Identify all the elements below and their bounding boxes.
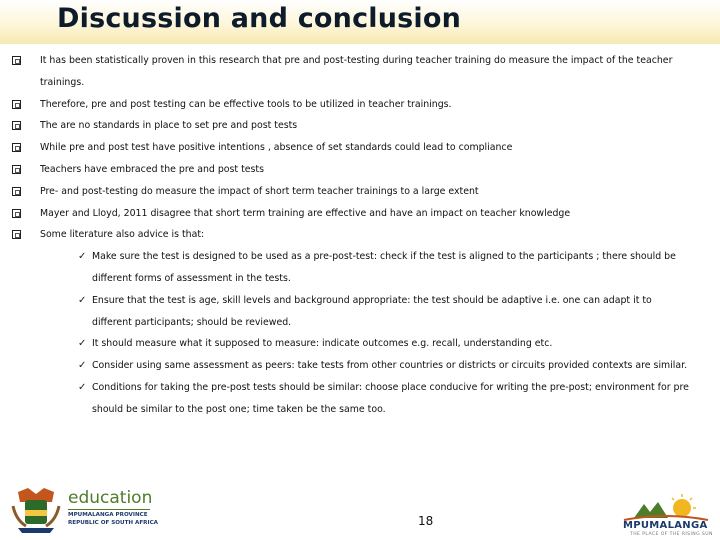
republic-label: REPUBLIC OF SOUTH AFRICA	[68, 520, 158, 526]
checkmark-icon: ✓	[78, 294, 87, 306]
square-bullet-icon	[12, 143, 21, 152]
bullet-list	[12, 50, 692, 421]
square-bullet-icon	[12, 121, 21, 130]
checkmark-icon: ✓	[78, 360, 87, 372]
title-band	[0, 0, 720, 44]
advice-text: Ensure that the test is age, skill levels and background appropriate: the test should be adaptive i.e. one can adapt it to different participants; should be reviewed.	[92, 294, 652, 328]
bullet-item	[12, 159, 692, 181]
bullet-text: It has been statistically proven in this research that pre and post-testing during teacher training do measure the impact of the teacher trainings.	[40, 55, 673, 88]
square-bullet-icon	[12, 187, 21, 196]
education-wordmark: education	[68, 488, 153, 508]
bullet-text: The are no standards in place to set pre and post tests	[40, 120, 298, 132]
bullet-text: Teachers have embraced the pre and post tests	[40, 163, 264, 175]
divider	[68, 509, 150, 510]
square-bullet-icon	[12, 56, 21, 65]
slide-title: Discussion and conclusion	[57, 3, 462, 34]
bullet-item	[12, 94, 692, 116]
advice-text: It should measure what it supposed to measure: indicate outcomes e.g. recall, understanding etc.	[92, 338, 553, 350]
bullet-item	[12, 181, 692, 203]
bullet-item	[12, 203, 692, 225]
bullet-text: Therefore, pre and post testing can be effective tools to be utilized in teacher trainings.	[40, 98, 452, 110]
tagline: THE PLACE OF THE RISING SUN	[630, 532, 713, 537]
checkmark-icon: ✓	[78, 338, 87, 350]
advice-item	[78, 355, 692, 377]
bullet-item	[12, 50, 692, 94]
page-number: 18	[418, 514, 434, 528]
checkmark-icon: ✓	[78, 381, 87, 393]
square-bullet-icon	[12, 209, 21, 218]
advice-list	[40, 246, 692, 420]
bullet-text: Mayer and Lloyd, 2011 disagree that short term training are effective and have an impact on teacher knowledge	[40, 207, 571, 219]
square-bullet-icon	[12, 165, 21, 174]
footer	[0, 470, 720, 540]
province-label: MPUMALANGA PROVINCE	[68, 512, 148, 518]
bullet-text: Pre- and post-testing do measure the impact of short term teacher trainings to a large extent	[40, 185, 479, 197]
advice-text: Conditions for taking the pre-post tests should be similar: choose place conducive for writing the pre-post; environment for pre should be similar to the post one; time taken be the same too.	[92, 381, 689, 415]
advice-item	[78, 246, 692, 290]
checkmark-icon: ✓	[78, 251, 87, 263]
square-bullet-icon	[12, 230, 21, 239]
square-bullet-icon	[12, 100, 21, 109]
bullet-item	[12, 137, 692, 159]
advice-text: Consider using same assessment as peers: take tests from other countries or districts or circuits provided contexts are similar.	[92, 360, 688, 372]
advice-item	[78, 377, 692, 421]
advice-item	[78, 333, 692, 355]
bullet-item	[12, 115, 692, 137]
advice-item	[78, 290, 692, 334]
coat-of-arms-icon	[8, 480, 64, 536]
bullet-item	[12, 224, 692, 420]
mpumalanga-wordmark: MPUMALANGA	[623, 520, 708, 531]
advice-text: Make sure the test is designed to be used as a pre-post-test: check if the test is aligned to the participants ; there should be different forms of assessment in the tests.	[92, 251, 676, 284]
bullet-text: While pre and post test have positive intentions , absence of set standards could lead to compliance	[40, 142, 513, 154]
bullet-text: Some literature also advice is that:	[40, 229, 205, 241]
